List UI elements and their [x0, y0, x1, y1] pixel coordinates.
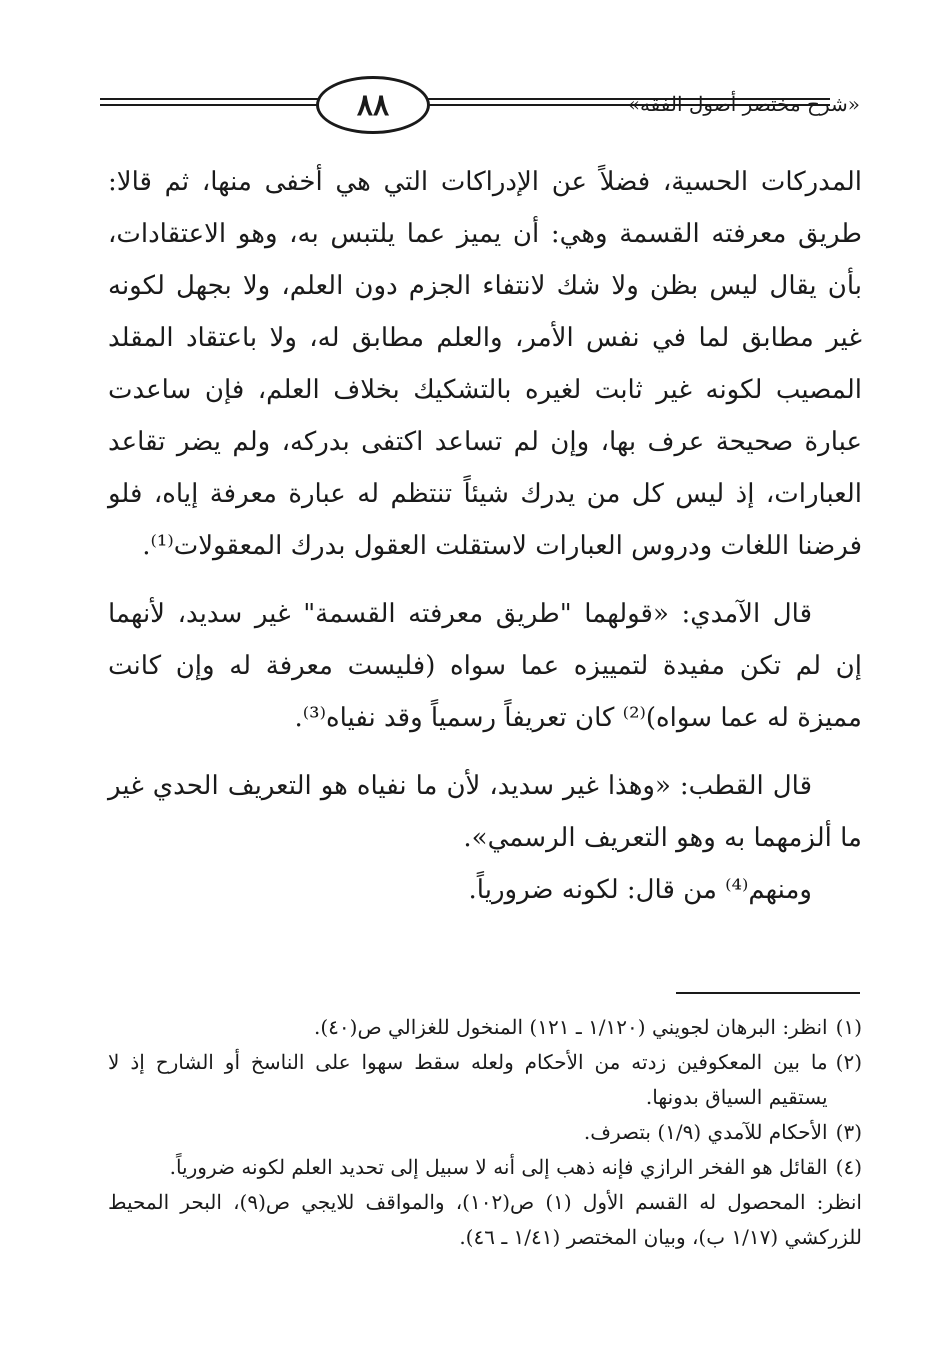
footnote-continuation: انظر: المحصول له القسم الأول (١) ص(١٠٢)، والمواقف للايجي ص(٩)، البحر المحيط للزركشي (١/١٧ ب)، وبيان المختصر (١/٤١ ـ ٤٦).: [108, 1190, 862, 1249]
footnote-text: الأحكام للآمدي (١/٩) بتصرف.: [583, 1120, 828, 1144]
body-paragraph: قال الآمدي: «قولهما "طريق معرفته القسمة" غير سديد، لأنهما إن لم تكن مفيدة لتمييزه عما سواه (فليست معرفة له وإن كانت مميزة له عما سواه)⁽²⁾ كان تعريفاً رسمياً وقد نفياه⁽³⁾.: [108, 599, 862, 733]
header-rule-left: [100, 98, 325, 106]
footnote-number: (٢): [835, 1050, 862, 1074]
footnote-item: [108, 1150, 862, 1185]
running-title: «شرح مختصر أصول الفقه»: [627, 92, 860, 116]
footnote-number: (٣): [835, 1120, 862, 1144]
page-header: [100, 70, 860, 134]
body-paragraph: المدركات الحسية، فضلاً عن الإدراكات التي هي أخفى منها، ثم قالا: طريق معرفته القسمة وهي: أن يميز عما يلتبس به، وهو الاعتقادات، بأن يقال ليس بظن ولا شك لانتفاء الجزم دون العلم، ولا بجهل لكونه غير مطابق لما في نفس الأمر، والعلم مطابق له، ولا باعتقاد المقلد المصيب لكونه غير ثابت لغيره بالتشكيك بخلاف العلم، فإن ساعدت عبارة صحيحة عرف بها، وإن لم تساعد اكتفى بدركه، ولم يضر تقاعد العبارات، إذ ليس كل من يدرك شيئاً تنتظم له عبارة معرفة إياه، فلو فرضنا اللغات ودروس العبارات لاستقلت العقول بدرك المعقولات⁽¹⁾.: [108, 167, 862, 561]
page-number: ٨٨: [356, 87, 390, 123]
footnote-text: القائل هو الفخر الرازي فإنه ذهب إلى أنه لا سبيل إلى تحديد العلم لكونه ضرورياً.: [169, 1155, 828, 1179]
body-paragraph: قال القطب: «وهذا غير سديد، لأن ما نفياه هو التعريف الحدي غير ما ألزمهما به وهو التعريف الرسمي».: [108, 771, 862, 853]
footnote-separator: [676, 992, 860, 994]
footnote-text: انظر: البرهان لجويني (١/١٢٠ ـ ١٢١) المنخول للغزالي ص(٤٠).: [313, 1015, 828, 1039]
page-number-badge: [316, 76, 430, 134]
body-paragraph: ومنهم⁽⁴⁾ من قال: لكونه ضرورياً.: [468, 875, 812, 905]
footnote-text: ما بين المعكوفين زدته من الأحكام ولعله سقط سهوا على الناسخ أو الشارح إذ لا يستقيم السياق بدونها.: [108, 1050, 828, 1109]
footnote-item: [108, 1010, 862, 1045]
footnote-number: (١): [835, 1015, 862, 1039]
main-text: [108, 156, 862, 916]
footnote-item: [108, 1115, 862, 1150]
footnotes: [108, 1010, 862, 1255]
footnote-number: (٤): [835, 1155, 862, 1179]
footnote-item: [108, 1045, 862, 1115]
